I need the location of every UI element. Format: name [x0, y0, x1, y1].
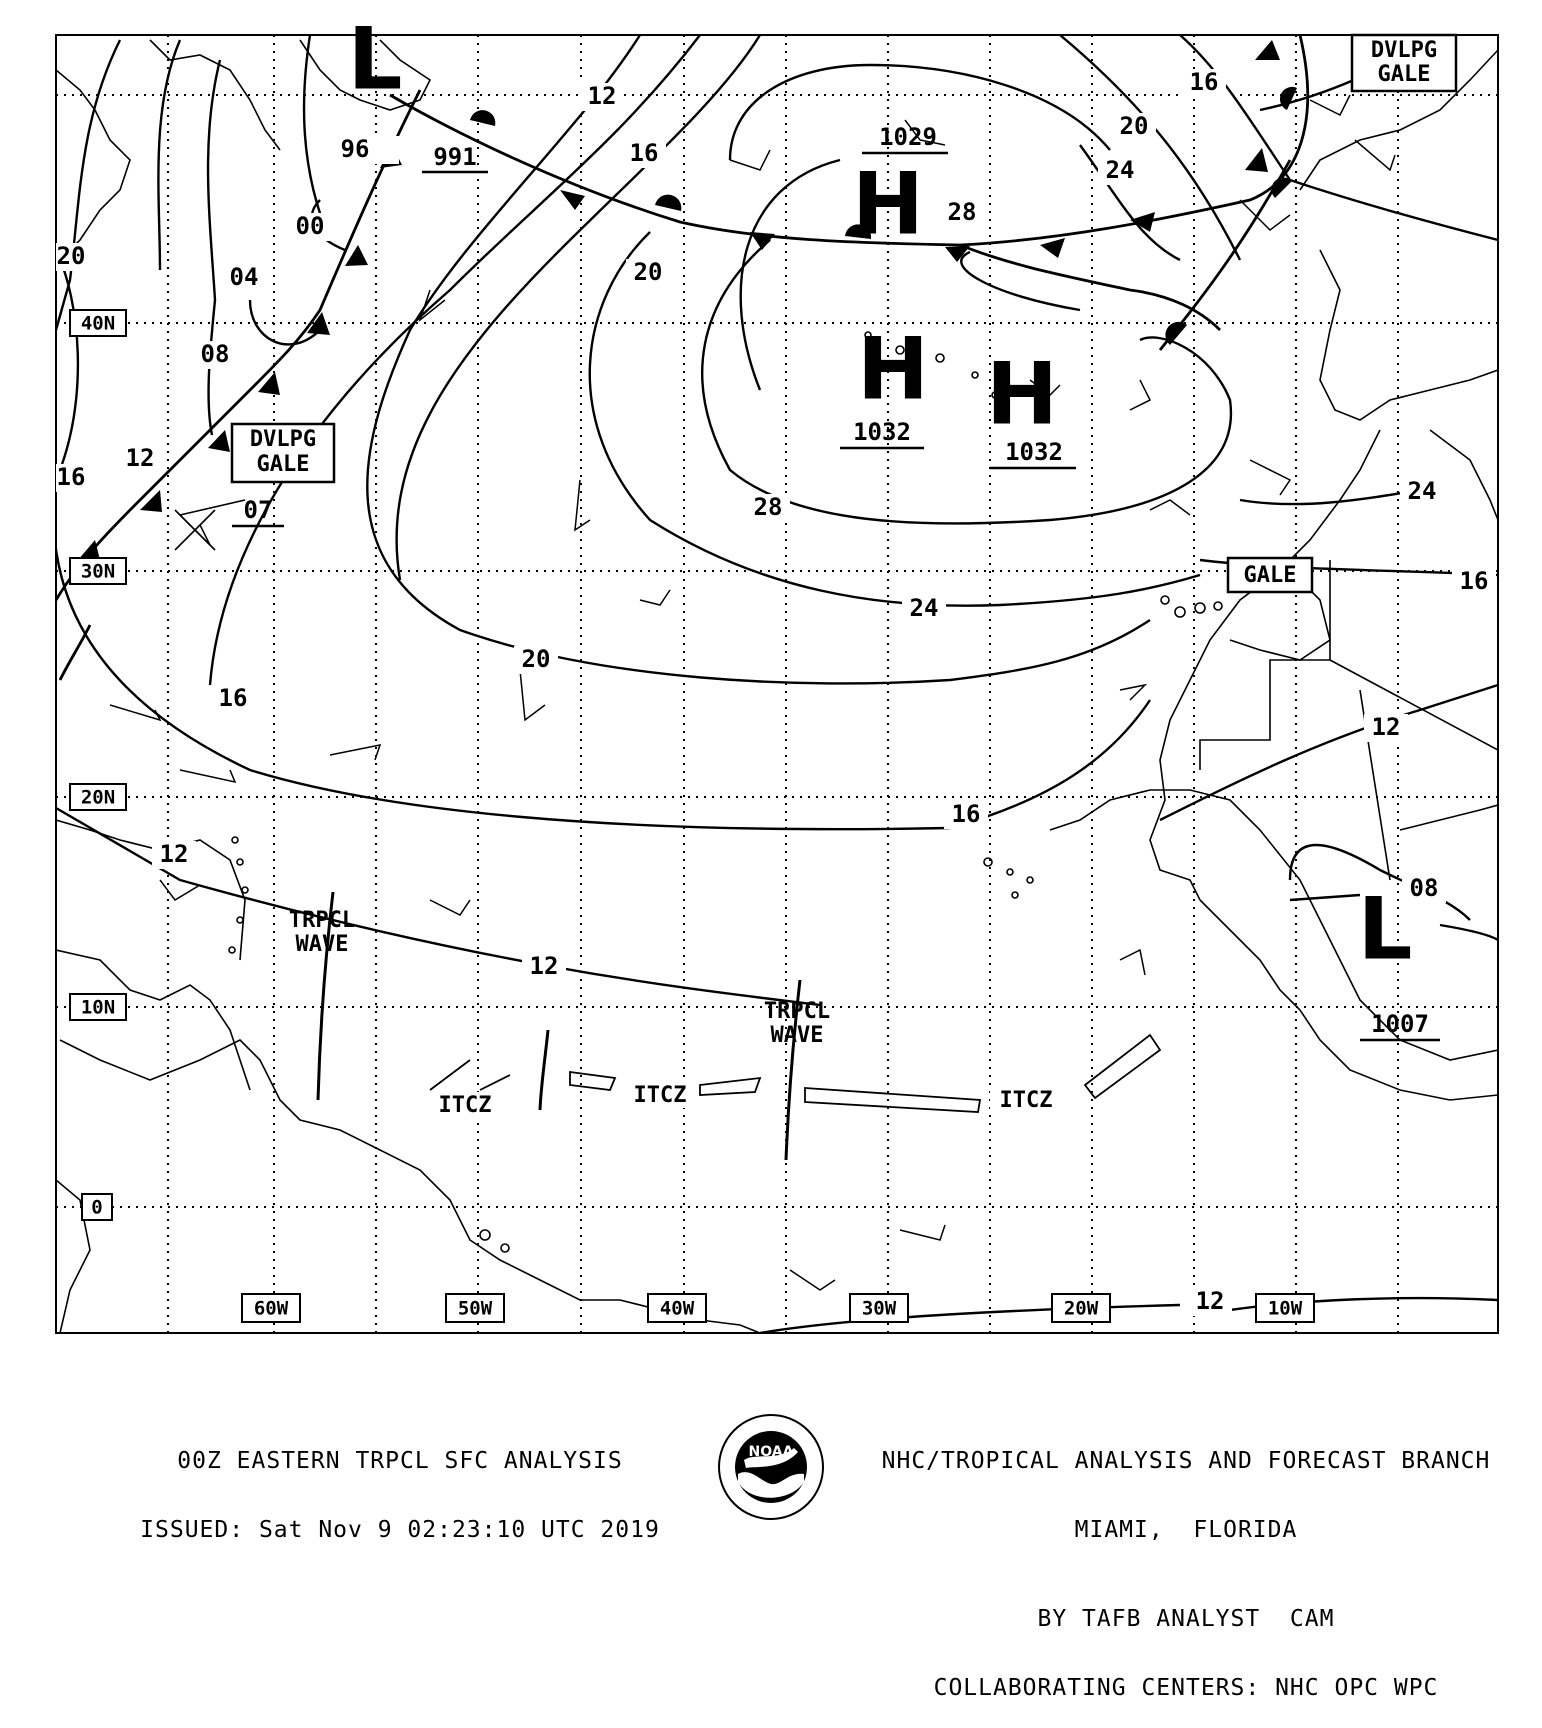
- isobar-label: 12: [587, 82, 617, 110]
- isobar-label: 16: [56, 463, 86, 491]
- itcz-label: ITCZ: [438, 1093, 492, 1118]
- collaborating-centers: COLLABORATING CENTERS: NHC OPC WPC: [933, 1675, 1439, 1701]
- center-value: 1007: [1371, 1010, 1429, 1038]
- coastlines: [56, 40, 1498, 1333]
- isobar-label: 20: [521, 645, 551, 673]
- svg-text:GALE: GALE: [256, 452, 310, 477]
- latitude-labels: [70, 310, 126, 1220]
- isobar-label: 28: [753, 493, 783, 521]
- longitude-labels: [242, 1294, 1314, 1322]
- isobar-label: 08: [1409, 874, 1439, 902]
- lon-label-20w: 20W: [1063, 1297, 1099, 1320]
- itcz-label: ITCZ: [999, 1088, 1053, 1113]
- warning-label-dvlpg-gale-1: DVLPG: [249, 427, 317, 452]
- high-center-symbol: H: [857, 319, 929, 420]
- lat-label-0: 0: [91, 1196, 103, 1219]
- lon-label-40w: 40W: [659, 1297, 695, 1320]
- warning-label-gale: GALE: [1243, 563, 1297, 588]
- analyst: BY TAFB ANALYST CAM: [1037, 1606, 1335, 1632]
- isobar-labels: [56, 68, 1496, 1316]
- issued-timestamp: ISSUED: Sat Nov 9 02:23:10 UTC 2019: [140, 1517, 660, 1543]
- isobar-label: 04: [229, 263, 259, 291]
- tropical-wave-label: TRPCL: [288, 908, 356, 933]
- lat-label-20n: 20N: [80, 786, 116, 809]
- low-center-symbol: L: [1357, 879, 1413, 980]
- noaa-logo: [716, 1412, 826, 1522]
- itcz-label: ITCZ: [633, 1083, 687, 1108]
- center-value: 1032: [1005, 438, 1063, 466]
- isobar-label: 12: [1371, 713, 1401, 741]
- isobar-label: 96: [340, 135, 370, 163]
- isobar-label: 12: [159, 840, 189, 868]
- isobar-label: 20: [633, 258, 663, 286]
- isobar-label: 12: [125, 444, 155, 472]
- lon-label-60w: 60W: [253, 1297, 289, 1320]
- lon-label-10w: 10W: [1267, 1297, 1303, 1320]
- center-value: 1029: [879, 123, 937, 151]
- isobar-label: 00: [295, 212, 325, 240]
- wind-barbs: [110, 95, 1395, 1290]
- tropical-wave-label: WAVE: [295, 932, 349, 957]
- lat-lon-grid: [56, 35, 1498, 1333]
- lat-label-40n: 40N: [80, 312, 116, 335]
- tropical-wave-label: TRPCL: [763, 999, 831, 1024]
- isobar-label: 24: [1105, 156, 1135, 184]
- lon-label-50w: 50W: [457, 1297, 493, 1320]
- map-border: [56, 35, 1498, 1333]
- isobar-label: 24: [909, 594, 939, 622]
- lon-label-30w: 30W: [861, 1297, 897, 1320]
- high-center-symbol: H: [852, 154, 924, 255]
- low-center-symbol: L: [347, 9, 403, 110]
- isobar-label: 20: [1119, 112, 1149, 140]
- feature-labels: [289, 908, 1062, 1118]
- product-title: 00Z EASTERN TRPCL SFC ANALYSIS: [177, 1448, 623, 1474]
- isobar-label: 28: [947, 198, 977, 226]
- isobars: [53, 35, 1498, 1333]
- tropical-waves: [318, 892, 800, 1160]
- footer-right: [830, 1404, 1542, 1723]
- warning-boxes: [229, 35, 1456, 592]
- isobar-label: 12: [529, 952, 559, 980]
- isobar-label: 12: [1195, 1287, 1225, 1315]
- isobar-label: 16: [1459, 567, 1489, 595]
- isobar-label: 20: [56, 242, 86, 270]
- isobar-label: 16: [629, 139, 659, 167]
- center-value: 07: [243, 496, 273, 524]
- footer-left: [100, 1404, 700, 1565]
- lat-label-10n: 10N: [80, 996, 116, 1019]
- isobar-label: 08: [200, 340, 230, 368]
- noaa-logo-text: NOAA: [748, 1444, 794, 1460]
- tropical-wave-label: WAVE: [770, 1023, 824, 1048]
- isobar-label: 16: [951, 800, 981, 828]
- isobar-label: 24: [1407, 477, 1437, 505]
- warning-label-dvlpg-gale-2: DVLPG: [1370, 38, 1438, 63]
- svg-text:GALE: GALE: [1377, 62, 1431, 87]
- isobar-label: 16: [218, 684, 248, 712]
- center-value: 1032: [853, 418, 911, 446]
- issuing-office: NHC/TROPICAL ANALYSIS AND FORECAST BRANCH: [881, 1448, 1491, 1474]
- islands: [229, 332, 1222, 1252]
- isobar-label: 16: [1189, 68, 1219, 96]
- office-location: MIAMI, FLORIDA: [1074, 1517, 1298, 1543]
- high-center-symbol: H: [986, 344, 1058, 445]
- lat-label-30n: 30N: [80, 560, 116, 583]
- center-value: 991: [433, 143, 477, 171]
